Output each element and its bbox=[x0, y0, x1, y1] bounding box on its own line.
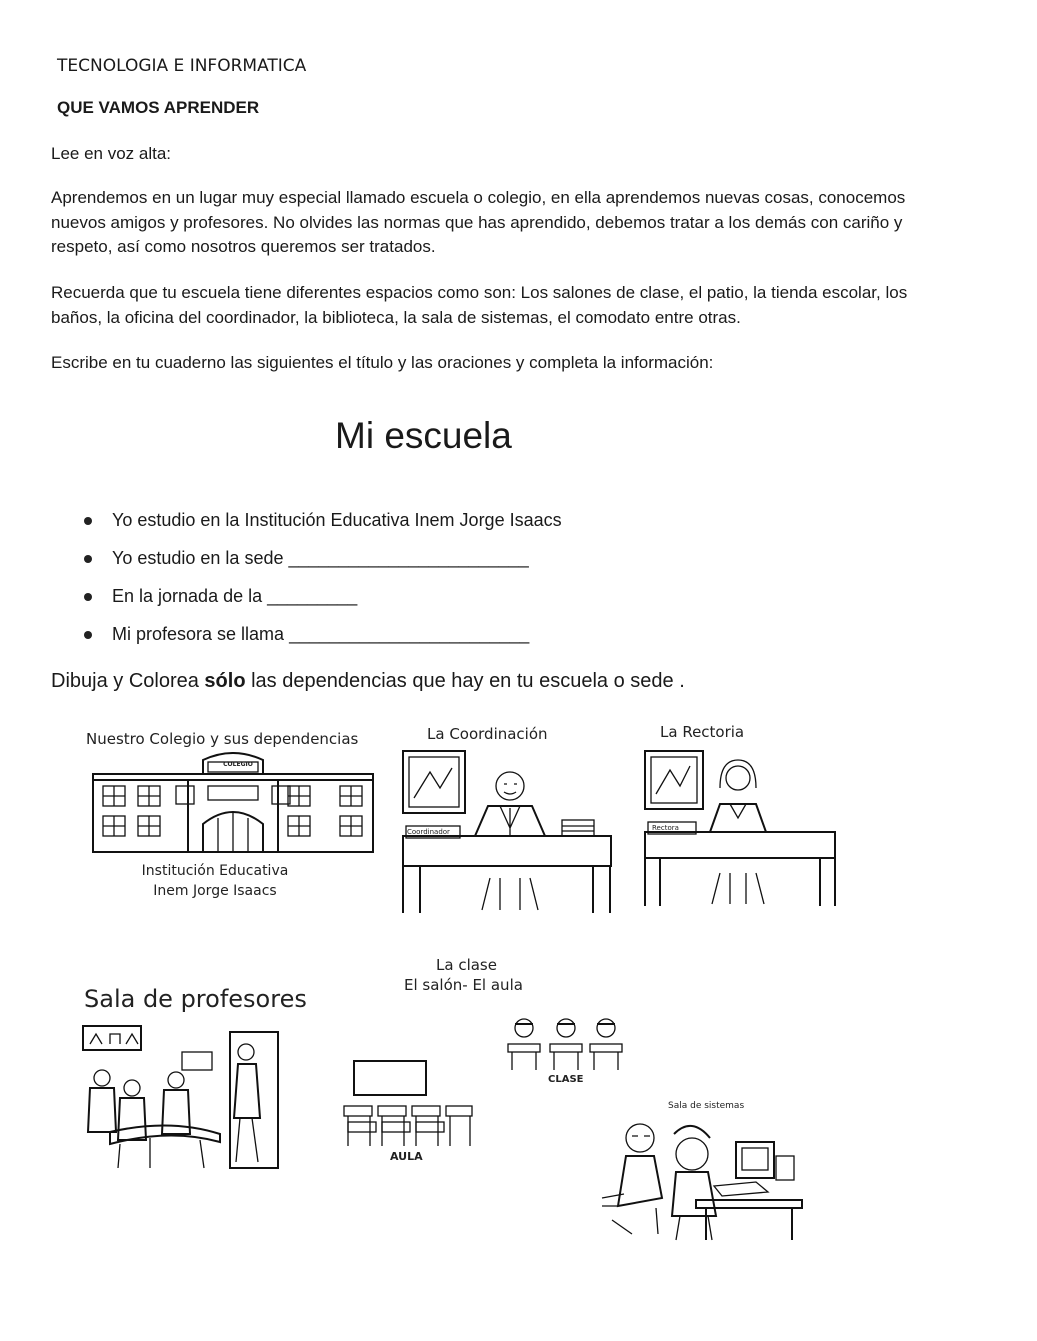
lesson-heading: QUE VAMOS APRENDER bbox=[57, 98, 260, 117]
spaces-paragraph bbox=[51, 281, 1001, 330]
sala-profesores-caption: Sala de profesores bbox=[84, 985, 307, 1013]
computer-room-illustration bbox=[596, 1116, 806, 1244]
sentence-list bbox=[80, 508, 562, 660]
section-title: Mi escuela bbox=[335, 415, 512, 456]
clase-caption-line-1: La clase bbox=[436, 956, 497, 974]
students-illustration bbox=[502, 1014, 632, 1076]
coordinator-nameplate: Coordinador bbox=[407, 828, 450, 836]
intro-line-3: respeto, así como nosotros queremos ser tratados. bbox=[51, 237, 436, 256]
draw-instruction-start: Dibuja y Colorea bbox=[51, 670, 205, 692]
clase-caption-line-2: El salón- El aula bbox=[404, 976, 523, 994]
spaces-line-2: baños, la oficina del coordinador, la biblioteca, la sala de sistemas, el comodato entre otras. bbox=[51, 307, 741, 327]
aula-label: AULA bbox=[390, 1150, 423, 1163]
intro-paragraph bbox=[51, 186, 1001, 260]
colegio-sign: COLEGIO bbox=[223, 761, 253, 768]
rector-nameplate: Rectora bbox=[652, 824, 679, 832]
coordinacion-caption: La Coordinación bbox=[427, 725, 548, 743]
draw-instruction-end: las dependencias que hay en tu escuela o sede . bbox=[245, 670, 685, 692]
sistemas-caption: Sala de sistemas bbox=[668, 1101, 745, 1111]
sentence-item-institution: Yo estudio en la Institución Educativa Inem Jorge Isaacs bbox=[80, 508, 562, 546]
intro-line-2: nuevos amigos y profesores. No olvides las normas que has aprendido, debemos tratar a los demás con cariño y bbox=[51, 212, 903, 232]
sentence-item-jornada: En la jornada de la _________ bbox=[80, 584, 562, 622]
sentence-item-profesora: Mi profesora se llama ________________________ bbox=[80, 622, 562, 660]
draw-instruction bbox=[51, 670, 685, 693]
colegio-name-line-1: Institución Educativa bbox=[141, 863, 289, 879]
subject-title: TECNOLOGIA E INFORMATICA bbox=[57, 56, 307, 76]
write-instruction: Escribe en tu cuaderno las siguientes el título y las oraciones y completa la información: bbox=[51, 353, 714, 372]
read-aloud-label: Lee en voz alta: bbox=[51, 144, 172, 163]
classroom-illustration bbox=[338, 1058, 476, 1154]
colegio-caption: Nuestro Colegio y sus dependencias bbox=[86, 730, 359, 748]
draw-instruction-bold: sólo bbox=[204, 670, 246, 692]
intro-line-1: Aprendemos en un lugar muy especial llamado escuela o colegio, en ella aprendemos nuevas cosas, conocemos bbox=[51, 188, 906, 207]
spaces-line-1: Recuerda que tu escuela tiene diferentes espacios como son: Los salones de clase, el patio, la tienda escolar, los bbox=[51, 283, 908, 302]
teachers-room-illustration bbox=[80, 1022, 285, 1172]
clase-label: CLASE bbox=[548, 1074, 584, 1085]
sentence-item-sede: Yo estudio en la sede ________________________ bbox=[80, 546, 562, 584]
rectoria-caption: La Rectoria bbox=[660, 723, 745, 741]
colegio-name-line-2: Inem Jorge Isaacs bbox=[153, 883, 277, 899]
